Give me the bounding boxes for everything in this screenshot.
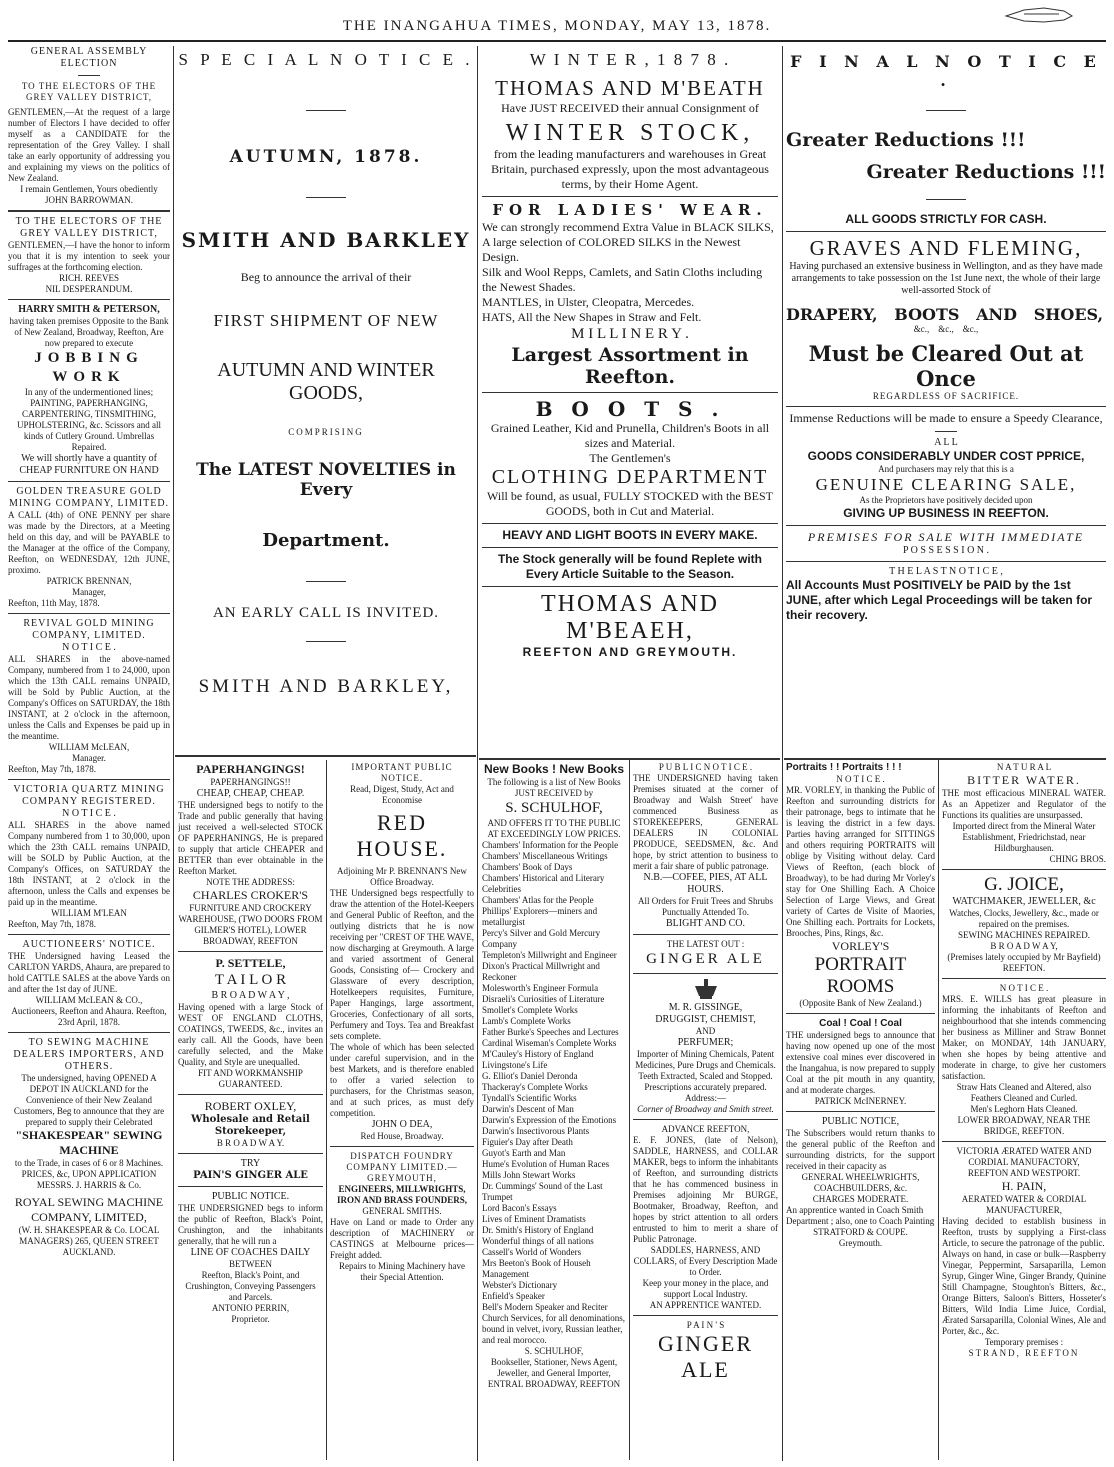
auctioneers-role: Auctioneers, Reefton and Ahaura. Reefton, 23rd April, 1878. [11,1006,167,1027]
special-notice-heading: S P E C I A L N O T I C E . [178,50,474,69]
smith-barkley-footer: SMITH AND BARKLEY, [198,676,454,697]
temporary-premises: Temporary premises : [984,1337,1064,1347]
golden-treasure-date: Reefton, 11th May, 1878. [8,598,100,608]
coal-heading: Coal ! Coal ! Coal [819,1018,902,1029]
book-title: G. Elliot's Daniel Deronda [482,1071,578,1081]
ladies-line-4: MANTLES, in Ulster, Cleopatra, Mercedes. [482,295,695,309]
oxley-name: ROBERT OXLEY, [204,1099,297,1113]
greater-reductions-2: Greater Reductions !!! [866,161,1106,183]
portraits-heading: Portraits ! ! Portraits ! ! ! [786,762,902,773]
book-title: Disraeli's Curiosities of Literature [482,994,605,1004]
furniture-notice: We will shortly have a quantity of CHEAP FURNITURE ON HAND [19,453,159,476]
schulhof-address: ENTRAL BROADWAY, REEFTON [487,1379,621,1389]
sewing-dealers-body: The undersigned, having OPENED A DEPOT IN AUCKLAND for the Convenience of their New Zealand Customers, Beg to announce that they are prepared to supply their Celebrated [13,1073,165,1127]
clothing-department-heading: CLOTHING DEPARTMENT [491,466,769,488]
watchmaker-body: Watches, Clocks, Jewellery, &c., made or repaired on the premises. [949,908,1099,929]
victoria-quartz-date: Reefton, May 7th, 1878. [8,919,96,929]
always-on-hand: Always on hand, in case or bulk—Raspberry Vinegar, Peppermint, Sarsaparilla, Lemon Syrup, Ginger Wine, Ginger Brandy, Quinine Still Champagne, Stoughton's Bitters, &c., Orange Bitters, Saloon's Bitters, Hosseter's Bitters, Wild India Lime Juice, Cordial, Ærated Sarsaparilla, Colonial Wines, Ale and Porter, &c., &c. [942,1249,1106,1336]
joice-name: G. JOICE, [984,874,1064,895]
book-title: Figuier's Day after Death [482,1137,573,1147]
victoria-aerated-heading: VICTORIA ÆRATED WATER AND CORDIAL MANUFACTORY, [956,1146,1092,1167]
book-list [482,840,626,1313]
address-note: NOTE THE ADDRESS: [206,877,295,887]
natural-label: N A T U R A L [996,762,1052,772]
masthead-rule [8,40,1106,42]
victoria-notice-label: N O T I C E . [62,808,116,819]
autumn-heading: AUTUMN, 1878. [229,147,423,167]
book-title: Father Burke's Speeches and Lectures [482,1027,619,1037]
greater-reductions-1: Greater Reductions !!! [786,129,1026,151]
oxley-trade: Wholesale and Retail Storekeeper, [191,1114,310,1137]
red-house-heading: RED HOUSE. [356,810,448,861]
latest-novelties-heading: The LATEST NOVELTIES in Every [196,460,456,500]
read-digest-line: Read, Digest, Study, Act and Economise [350,784,454,805]
etc-line: &c., &c., &c., [913,324,979,334]
strictly-cash-line: ALL GOODS STRICTLY FOR CASH. [845,212,1047,226]
thomas-mbeath-advert [482,46,778,756]
newspaper-emblem-icon [1004,4,1074,24]
column-rule [477,46,478,1461]
replete-line: The Stock generally will be found Replete with Every Article Suitable to the Season. [497,552,763,581]
from-line: from the leading manufacturers and warehouses in Great Britain, purchased expressly, upon the most advantageous terms, by their Home Agent. [491,147,769,191]
watchmaker-line: WATCHMAKER, JEWELLER, &c [952,896,1096,907]
perfumer-line: PERFUMER; [677,1037,734,1048]
ladies-line-3: Silk and Wool Repps, Camlets, and Satin Cloths including the Newest Shades. [482,265,763,294]
book-title: Thackeray's Complete Works [482,1082,588,1092]
book-title: Guyot's Earth and Man [482,1148,566,1158]
having-purchased-line: Having purchased an extensive business in Wellington, and as they have made arrangements to take possession on the 1st June next, the whole of their large well-assorted Stock of [789,261,1103,296]
golden-treasure-signature: PATRICK BRENNAN, [46,576,132,586]
coaches-route: Reefton, Black's Point, and Crushington, Conveying Passengers and Parcels. [185,1270,316,1302]
odea-address: Red House, Broadway. [360,1131,444,1141]
election-subheading: TO THE ELECTORS OF THE GREY VALLEY DISTRICT, [21,81,157,102]
new-books-heading: New Books ! New Books [483,762,625,776]
book-title: Chambers' Information for the People [482,840,619,850]
electors-signature: RICH. REEVES [58,273,119,283]
book-title: Cassell's World of Wonders [482,1247,582,1257]
jobbing-work-heading: JOBBING WORK [34,350,144,385]
column-rule [782,46,783,1461]
book-title: Molesworth's Engineer Formula [482,983,599,993]
book-title: Chambers' Historical and Literary Celebrities [482,873,605,894]
book-title: Chambers' Book of Days [482,862,573,872]
final-notice-heading: F I N A L N O T I C E . [790,52,1102,90]
column-4-divider [784,758,1106,760]
book-title: Darwin's Expression of the Emotions [482,1115,617,1125]
paperhangings-subheading: PAPERHANGINGS!! [210,777,291,787]
book-title: Darwin's Descent of Man [482,1104,574,1114]
bitter-water-imported: Imported direct from the Mineral Water Establishment, Friedrichstad, near Hildburghausen. [952,821,1096,853]
engineers-line: ENGINEERS, MILLWRIGHTS, IRON AND BRASS FOUNDERS, [336,1184,468,1205]
smith-barkley-firm: SMITH AND BARKLEY [181,228,471,252]
column-2b [330,762,474,1462]
revival-date: Reefton, May 7th, 1878. [8,764,96,774]
department-heading: Department. [262,530,390,551]
book-title: Dr. Cummings' Sound of the Last Trumpet [482,1181,603,1202]
repairs-line: Repairs to Mining Machinery have their Special Attention. [339,1261,465,1282]
graves-fleming-firm: GRAVES AND FLEMING, [809,236,1083,260]
election-body: GENTLEMEN,—At the request of a large number of Electors I have decided to offer myself as a CANDIDATE for the representation of the Grey Valley. I shall take an early opportunity of addressing you and explaining my views on the politics of New Zealand. [8,107,170,183]
book-title: Bell's Modern Speaker and Reciter [482,1302,608,1312]
ladies-line-2: A large selection of COLORED SILKS in the Newest Design. [482,235,741,264]
oxley-place: B R O A D W A Y. [216,1138,285,1148]
fit-guaranteed: FIT AND WORKMANSHIP GUARANTEED. [198,1068,303,1089]
autumn-winter-goods-heading: AUTUMN AND WINTER GOODS, [217,359,435,404]
apprentice-line: AN APPRENTICE WANTED. [649,1300,762,1310]
possession-line: P O S S E S S I O N . [902,545,990,556]
nb-line: N.B.—COFEE, PIES, AT ALL HOURS. [643,872,768,895]
blight-body: THE UNDERSIGNED having taken Premises situated at the corner of Broadway and Walsh Street' have commenced Business as STOREKEEPERS, GENERAL DEALERS IN COLONIAL PRODUCE, SEEDSMEN, &c. And hope, by strict attention to business to merit a fair share of public patronage. [633,773,778,871]
ginger-ale-heading: GINGER ALE [646,951,765,967]
settele-name: P. SETTELE, [215,956,286,970]
revival-notice-label: N O T I C E . [62,642,116,653]
red-house-body: THE Undersigned begs respectfully to draw the attention of the Hotel-Keepers and General Public of Reefton, and the outlying districts that he is now receiving per "CREST OF THE WAVE, now discharging at Greymouth. A large and varied assortment of General Goods, Consisting of— Crockery and Glassware of every description, Hotelkeepers requisites, Furniture, Paper Hangings, large assortment, Groceries, Confectionary of all sorts, Perfumery and Toys. Tea and Breakfast sets complete. [330,888,474,1041]
prescriptions-line: Prescriptions accurately prepared. [644,1082,767,1092]
revival-signature: WILLIAM McLEAN, [48,742,130,752]
book-title: Mills John Stewart Works [482,1170,576,1180]
wheelwright-heading: GENERAL WHEELWRIGHTS, COACHBUILDERS, &c. [801,1172,920,1193]
wills-address: LOWER BROADWAY, NEAR THE BRIDGE, REEFTON. [957,1115,1091,1136]
jones-body: E. F. JONES, (late of Nelson), SADDLE, HARNESS, and COLLAR MAKER, begs to inform the inhabitants of Reefton, and surrounding districts that he has commenced business in Premises adjoining Mr BURGE, Bootmaker, Broadway, Reefton, and hopes by strict attention to all orders entrusted to him to merit a share of Public Patronage. [633,1135,778,1244]
gissing-name: M. R. GISSINGE, [668,1002,743,1013]
clearing-sale-heading: GENUINE CLEARING SALE, [815,475,1077,494]
book-title: Templeton's Millwright and Engineer [482,950,617,960]
column-3b [633,762,778,1462]
auctioneers-signature: WILLIAM McLEAN & CO., [35,995,143,1005]
red-house-location: Adjoining Mr P. BRENNAN'S New Office Broadway. [337,866,467,887]
perrin-role: Proprietor. [231,1314,270,1324]
immense-reductions-line: Immense Reductions will be made to ensure a Speedy Clearance, [789,411,1103,425]
smith-barkley-advert [178,46,474,746]
winter-stock-heading: WINTER STOCK, [505,120,755,146]
golden-treasure-heading: GOLDEN TREASURE GOLD MINING COMPANY, LIMITED. [8,486,170,509]
victoria-quartz-body: ALL SHARES in the above named Company numbered from 1 to 30,000, upon which the 23th CALL remains UNPAID, will be SOLD by Public Auction, at the Company's Offices, on SATURDAY the 18th INSTANT, at 2 o'clock in the afternoon, unless the Calls and expenses be paid up in the meantime. [8,820,170,907]
all-label: A L L [934,437,958,448]
druggist-line: DRUGGIST, CHEMIST, [655,1014,756,1025]
book-title: Webster's Dictionary [482,1280,558,1290]
book-title: Smollet's Complete Works [482,1005,578,1015]
column-1 [8,46,170,1258]
coal-body: THE undersigned begs to announce that having now opened up one of the most extensive coal mines ever discovered in the Inangahua, is now prepared to supply Coal at the pit mouth in any quantity, and at moderate charges. [786,1030,935,1095]
clothing-body: Will be found, as usual, FULLY STOCKED with the BEST GOODS, both in Cut and Material. [487,489,773,518]
blight-name: BLIGHT AND CO. [666,918,745,929]
victoria-quartz-heading: VICTORIA QUARTZ MINING COMPANY REGISTERED. [13,784,165,807]
golden-treasure-body: A CALL (4th) of ONE PENNY per share was made by the Directors, at a Meeting held on this day, and will be PAYABLE to the Manager at the office of the Company, Reefton, on WEDNESDAY, 12th JUNE, proximo. [8,510,170,575]
portrait-rooms-heading: PORTRAIT ROOMS [814,954,907,997]
vorley-address: (Opposite Bank of New Zealand.) [799,998,922,1008]
straw-hats-line: Straw Hats Cleaned and Altered, also Feathers Cleaned and Curled. [956,1082,1092,1103]
tailor-heading: T A I L O R [214,972,287,988]
heavy-boots-line: HEAVY AND LIGHT BOOTS IN EVERY MAKE. [502,528,758,542]
column-4b [942,762,1106,1462]
book-title: M'Cauley's History of England [482,1049,594,1059]
wills-body: MRS. E. WILLS has great pleasure in informing the inhabitants of Reefton and neighbourhood that she intends commencing her business as Milliner and Straw Bonnet Maker, on MONDAY, 14th JANUARY, when she hopes by being attentive and moderate in charge, to give her customers satisfaction. [942,994,1106,1081]
saddles-line: SADDLES, HARNESS, AND COLLARS, of Every Description Made to Order. [633,1245,778,1277]
keep-money-line: Keep your money in the place, and support Local Industry. [642,1278,769,1299]
premises-for-sale-line: PREMISES FOR SALE WITH IMMEDIATE [807,530,1085,544]
column-rule [173,46,174,1461]
gentlemen-label: The Gentlemen's [589,451,671,465]
book-title: Hume's Evolution of Human Races [482,1159,610,1169]
announce-line: Beg to announce the arrival of their [240,270,412,284]
greymouth-label: Greymouth. [838,1238,883,1248]
dispatch-foundry-heading: DISPATCH FOUNDRY COMPANY LIMITED.—GREYMOUTH, [346,1151,458,1183]
wheelwright-body: The Subscribers would return thanks to the general public of the Reefton and surrounding districts, for the support received in their capacity as [786,1128,935,1171]
mortar-pestle-icon [691,978,721,1000]
stratford-coupe: STRATFORD & COUPE. [813,1227,908,1237]
column-rule [326,760,327,1460]
book-title: Lives of Eminent Dramatists [482,1214,586,1224]
importer-line: Importer of Mining Chemicals, Patent Medicines, Pure Drugs and Chemicals. [635,1049,776,1070]
schulhof-name: S. SCHULHOF, [505,800,603,816]
jobbing-work-body: In any of the undermentioned lines; PAINTING, PAPERHANGING, CARPENTERING, TINSMITHING, UPHOLSTERING, &c. Scissors and all kinds of Cutlery Ground. Umbrellas Repaired. [17,387,161,452]
golden-treasure-role: Manager, [72,587,106,597]
book-title: Lamb's Complete Works [482,1016,571,1026]
ginger-ale-footer: GINGER ALE [657,1331,754,1382]
church-services: Church Services, for all denominations, bound in velvet, ivory, Russian leather, and real morocco. [482,1313,625,1345]
comprising-label: COMPRISING [288,427,364,437]
tailor-body: Having opened with a large Stock of WEST OF ENGLAND CLOTHS, COATINGS, TWEEDS, &c., invites an early call. All the Goods, have been carefully selected, and the Make Quality, and Style are unequalled. [178,1002,323,1067]
sewing-dealers-tail: to the Trade, in cases of 6 or 8 Machines. PRICES, &c, UPON APPLICATION [14,1158,164,1179]
orders-line: All Orders for Fruit Trees and Shrubs Punctually Attended To. [638,896,773,917]
books-offers: AND OFFERS IT TO THE PUBLIC AT EXCEEDINGLY LOW PRICES. [487,818,621,839]
cleared-out-heading: Must be Cleared Out at Once [808,341,1084,391]
column-rule [629,760,630,1460]
auctioneers-heading: AUCTIONEERS' NOTICE. [22,939,156,950]
joice-premises: (Premises lately occupied by Mr Bayfield) REEFTON. [947,952,1101,973]
election-close: I remain Gentlemen, Yours obediently [20,184,158,194]
drapery-boots-shoes: DRAPERY, BOOTS AND SHOES, [786,305,1104,324]
winter-heading: W I N T E R , 1 8 7 8 . [529,50,731,69]
book-title: Mrs Beeton's Book of Househ Management [482,1258,591,1279]
dispatch-body: Have on Land or made to Order any description of MACHINERY or CASTINGS at Melbourne prices—Freight added. [330,1217,474,1260]
smith-peterson-body: having taken premises Opposite to the Bank of New Zealand, Broadway, Reefton, Are now prepared to execute [9,316,169,348]
election-heading: GENERAL ASSEMBLY ELECTION [30,46,148,69]
book-title: Dr. Smith's History of England [482,1225,594,1235]
royal-sewing-heading: ROYAL SEWING MACHINE COMPANY, LIMITED, [14,1195,164,1224]
wills-notice-label: N O T I C E . [999,983,1049,993]
victoria-quartz-signature: WILLIAM M'LEAN [51,908,127,918]
schulhof-name-2: S. SCHULHOF, [524,1346,584,1356]
rely-line: And purchasers may rely that this is a [878,464,1014,474]
electors-heading: TO THE ELECTORS OF THE GREY VALLEY DISTRICT, [15,216,163,239]
electors-body: GENTLEMEN,—I have the honor to inform you that it is my intention to seek your suffrages at the forthcoming election. [8,240,170,272]
largest-assortment-heading: Largest Assortment in Reefton. [511,344,749,388]
ching-bros: CHING BROS. [1049,854,1106,864]
public-notice-heading: PUBLIC NOTICE. [211,1191,290,1202]
general-smiths: GENERAL SMITHS. [362,1206,442,1216]
sewing-repaired: SEWING MACHINES REPAIRED. [958,930,1090,940]
book-title: Darwin's Insectivorous Plants [482,1126,590,1136]
joice-broadway: B R O A D W A Y, [990,941,1058,951]
thomas-mbeath-firm: THOMAS AND M'BEATH [495,76,765,100]
pains-label: P A I N ' S [686,1320,725,1330]
shakespear-machine-heading: "SHAKESPEAR" SEWING MACHINE [15,1128,163,1157]
book-title: Phillips' Explorers—miners and metallurgist [482,906,598,927]
bitter-water-heading: BITTER WATER. [967,773,1081,787]
book-title: Wonderful things of all nations [482,1236,594,1246]
and-label: AND [695,1026,716,1036]
coal-name: PATRICK McINERNEY. [814,1096,907,1106]
wheelwright-public-notice: PUBLIC NOTICE, [821,1116,900,1127]
aerated-heading: AERATED WATER & CORDIAL MANUFACTURER, [961,1194,1087,1215]
revival-role: Manager. [72,753,106,763]
revival-body: ALL SHARES in the above-named Company, numbered from 1 to 24,000, upon which the 13th CALL remains UNPAID, will be Sold by Public Auction, at the Company's Offices on SATURDAY, the 18th INSTANT, at 2 o'clock in the afternoon, unless the Calls and Expenses be paid up in the meantime. [8,654,170,741]
royal-sewing-address: (W. H. SHAKESPEAR & Co. LOCAL MANAGERS) 265, QUEEN STREET AUCKLAND. [18,1225,160,1257]
first-shipment-heading: FIRST SHIPMENT OF NEW [213,311,439,330]
book-title: Tyndall's Scientific Works [482,1093,577,1103]
boots-body: Grained Leather, Kid and Prunella, Children's Boots in all sizes and Material. [490,421,770,450]
cheap-line: CHEAP, CHEAP, CHEAP. [196,788,305,799]
apprentice-wanted: An apprentice wanted in Coach Smith Department ; also, one to Coach Painting [786,1205,935,1226]
coaches-body: THE UNDERSIGNED begs to inform the public of Reefton, Black's Point, Crushington, and the inhabitants generally, that he will run a [178,1203,323,1246]
important-notice-heading: IMPORTANT PUBLIC NOTICE. [351,762,453,783]
tailor-broadway: B R O A D W A Y , [211,990,290,1001]
masthead: THE INANGAHUA TIMES, MONDAY, MAY 13, 1878. [342,18,772,34]
thomas-mbeath-footer: THOMAS AND M'BEAEH, [540,591,719,644]
schulhof-role: Bookseller, Stationer, News Agent, Jeweller, and General Importer, [490,1357,618,1378]
book-title: Cardinal Wiseman's Complete Works [482,1038,617,1048]
book-title: Chambers' Miscellaneous Writings [482,851,608,861]
vorleys-name: VORLEY'S [831,939,890,953]
harris-agents: MESSRS. J. HARRIS & Co. [36,1180,142,1190]
bitter-water-body: THE most efficacious MINERAL WATER. As an Appetizer and Regulator of the Functions its qualities are unsurpassed. [942,788,1106,820]
column-3a [482,762,626,1462]
charges-moderate: CHARGES MODERATE. [812,1194,909,1204]
ladies-line-5: HATS, All the New Shapes in Straw and Felt. [482,310,702,324]
millinery-heading: M I L L I N E R Y . [571,326,689,342]
chemist-address: Corner of Broadway and Smith street. [637,1104,774,1114]
accounts-line: All Accounts Must POSITIVELY be PAID by the 1st JUNE, after which Legal Proceedings will be taken for their recovery. [786,578,1093,622]
election-signature: JOHN BARROWMAN. [44,195,133,205]
pain-body: Having decided to establish business in Reefton, trusts by supplying a First-class Article, to secure the patronage of the public. [942,1216,1106,1248]
teeth-line: Teeth Extracted, Scaled and Stopped. [638,1071,773,1081]
pains-ginger-ale: PAIN'S GINGER ALE [193,1170,308,1181]
book-title: Enfield's Speaker [482,1291,545,1301]
address-label: Address:— [685,1093,726,1103]
paperhangings-heading: PAPERHANGINGS! [196,762,305,776]
try-label: TRY [240,1158,261,1169]
odea-name: JOHN O DEA, [371,1119,433,1130]
column-2a [178,762,323,1462]
column-2-divider [175,755,476,757]
paperhangings-body: THE undersigned begs to notify to the Trade and public generally that having just received a well-selected STOCK OF PAPERHANINGS, He is prepared to supply that article CHEAPER and BETTER than ever obtainable in the Reefton Market. [178,800,323,876]
received-line: Have JUST RECEIVED their annual Consignment of [501,101,759,115]
between-label: BETWEEN [229,1259,272,1269]
public-notice-heading: P U B L I C N O T I C E . [658,762,753,772]
electors-motto: NIL DESPERANDUM. [45,284,133,294]
regardless-line: REGARDLESS OF SACRIFICE. [872,391,1020,401]
pain-name: H. PAIN, [1001,1179,1047,1193]
coaches-heading: LINE OF COACHES DAILY [190,1247,311,1258]
ladies-wear-heading: FOR LADIES' WEAR. [492,201,768,219]
books-following: The following is a list of New Books JUST RECEIVED by [487,777,621,798]
giving-up-line: GIVING UP BUSINESS IN REEFTON. [843,506,1049,520]
book-title: Dixon's Practical Millwright and Reckoner [482,961,600,982]
graves-fleming-advert [786,46,1106,756]
portraits-notice-label: N O T I C E . [836,774,885,784]
advance-reefton: ADVANCE REEFTON, [661,1124,750,1134]
smith-peterson-heading: HARRY SMITH & PETERSON, [18,304,160,315]
sewing-dealers-heading: TO SEWING MACHINE DEALERS IMPORTERS, AND OTHERS. [13,1037,165,1072]
auctioneers-body: THE Undersigned having Leased the CARLTON YARDS, Ahaura, are prepared to hold CATTLE SALES at the above Yards on and after the 1st day of JUNE. [8,951,170,994]
under-cost-line: GOODS CONSIDERABLY UNDER COST PPRICE, [807,449,1085,463]
last-notice-heading: T H E L A S T N O T I C E , [889,566,1003,577]
ladies-line-1: We can strongly recommend Extra Value in BLACK SILKS, [482,220,774,234]
victoria-places: REEFTON AND WESTPORT. [967,1168,1081,1178]
early-call-heading: AN EARLY CALL IS INVITED. [212,605,440,621]
proprietors-line: As the Proprietors have positively decided upon [859,495,1033,505]
strand-reefton: STRAND, REEFTON [968,1348,1080,1358]
perrin-name: ANTONIO PERRIN, [211,1303,290,1313]
book-title: Percy's Silver and Gold Mercury Company [482,928,601,949]
book-title: Chambers' Atlas for the People [482,895,594,905]
leghorn-line: Men's Leghorn Hats Cleaned. [970,1104,1078,1114]
reefton-greymouth-line: REEFTON AND GREYMOUTH. [522,645,738,659]
crokers-address: FURNITURE AND CROCKERY WAREHOUSE, (TWO DOORS FROM GILMER'S HOTEL), LOWER BROADWAY, REEFTON [178,903,323,946]
revival-heading: REVIVAL GOLD MINING COMPANY, LIMITED. [23,618,155,641]
latest-out-label: THE LATEST OUT : [666,939,745,949]
vorley-body: MR. VORLEY, in thanking the Public of Reefton and surrounding districts for their patronage, begs to intimate that he is leaving the district in a few days. Parties having arranged for SITTINGS and others requiring PORTRAITS will oblige by Visiting without delay. Card Views of Reefton, (each block of Broadway), to be had during Mr Vorley's stay for One Shilling Each. A Choice Selection of Large Views, and Great variety of Cartes de Visite of Maories, One Shilling each. Portraits for Lockets, Brooches, Pins, Rings, &c. [786,785,935,938]
red-house-body-2: The whole of which has been selected under careful supervision, and in the best Markets, and is therefore enabled to offer a varied selection to purchasers, for the Christmas season, and at such prices, as must defy competition. [330,1042,474,1118]
crokers-name: CHARLES CROKER'S [192,888,309,902]
book-title: Lord Bacon's Essays [482,1203,557,1213]
column-rule [938,760,939,1460]
column-4a [786,762,935,1462]
boots-heading: B O O T S . [535,397,725,421]
book-title: Livingstone's Life [482,1060,548,1070]
